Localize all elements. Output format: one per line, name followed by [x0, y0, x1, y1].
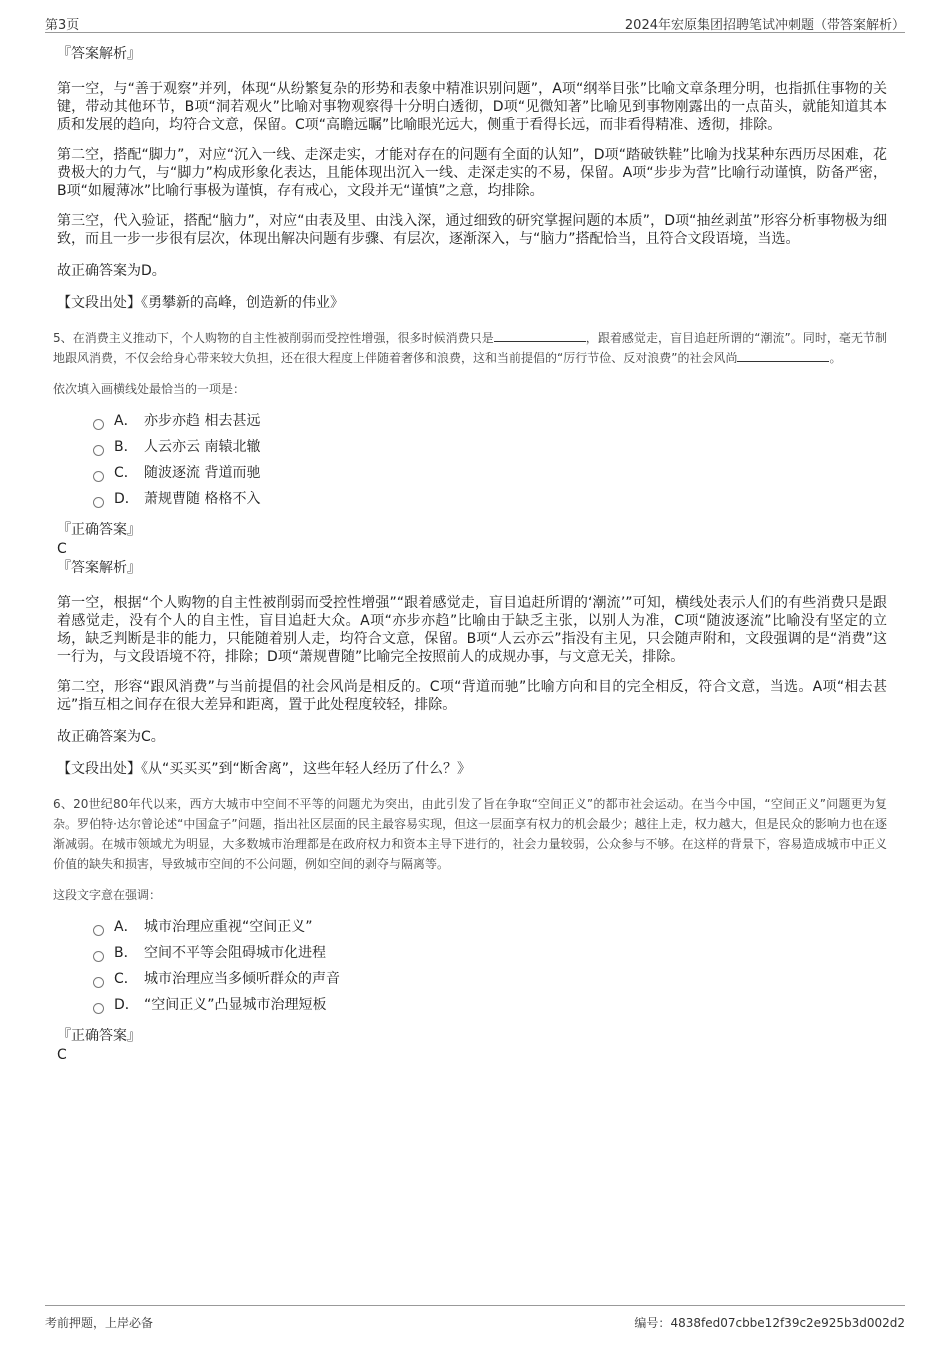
- option-text: 人云亦云 南辕北辙: [144, 439, 261, 455]
- radio-icon[interactable]: [93, 471, 104, 482]
- document-code: [634, 1314, 905, 1331]
- option-letter: D．: [114, 491, 139, 507]
- question-text: [53, 328, 887, 368]
- source-citation: 【文段出处】《勇攀新的高峰，创造新的伟业》: [57, 295, 344, 311]
- radio-icon[interactable]: [93, 977, 104, 988]
- correct-answer-label: 『正确答案』: [57, 1028, 141, 1044]
- question-text-part: 5、在消费主义推动下，个人购物的自主性被削弱而受控性增强，很多时候消费只是: [53, 331, 494, 345]
- option-text: 空间不平等会阻碍城市化进程: [144, 945, 326, 961]
- option-letter: C．: [114, 465, 138, 481]
- option-a[interactable]: [93, 914, 887, 940]
- option-text: 亦步亦趋 相去甚远: [144, 413, 261, 429]
- analysis-paragraph: 第一空，根据“个人购物的自主性被削弱而受控性增强”“跟着感觉走，盲目追赶所谓的‘潮流’”可知，横线处表示人们的有些消费只是跟着感觉走，没有个人的自主性，盲目追赶大众。A项“亦步亦趋”比喻由于缺乏主张，以别人为准，C项“随波逐流”比喻没有坚定的立场，缺乏判断是非的能力，只能随着别人走，均符合文意，保留。B项“人云亦云”指没有主见，只会随声附和，文段强调的是“消费”这一行为，与文段语境不符，排除；D项“萧规曹随”比喻完全按照前人的成规办事，与文意无关，排除。: [57, 595, 887, 665]
- question-5: [53, 328, 887, 398]
- question-text-part: ，跟着感觉走，盲目追赶所谓的“潮流”。同时，毫无节制地跟风消费，不仅会给身心带来较大负担，还在很大程度上伴随着奢侈和浪费，这和当前提倡的“厉行节俭、反对浪费”的社会风尚: [53, 331, 888, 365]
- analysis-paragraph: 第三空，代入验证，搭配“脑力”，对应“由表及里、由浅入深，通过细致的研究掌握问题的本质”，D项“抽丝剥茧”形容分析事物极为细致，而且一步一步很有层次，体现出解决问题有步骤、有层次，逐渐深入，与“脑力”搭配恰当，且符合文段语境，当选。: [57, 213, 887, 247]
- analysis-paragraph: 第二空，形容“跟风消费”与当前提倡的社会风尚是相反的。C项“背道而驰”比喻方向和目的完全相反，符合文意，当选。A项“相去甚远”指互相之间存在很大差异和距离，置于此处程度较轻，排除。: [57, 679, 887, 713]
- fill-blank: [494, 329, 586, 342]
- analysis-paragraph: 第一空，与“善于观察”并列，体现“从纷繁复杂的形势和表象中精准识别问题”，A项“纲举目张”比喻文章条理分明，也指抓住事物的关键，带动其他环节，B项“洞若观火”比喻对事物观察得十分明白透彻，D项“见微知著”比喻见到事物刚露出的一点苗头，就能知道其本质和发展的趋向，均符合文意，保留。C项“高瞻远瞩”比喻眼光远大，侧重于看得长远，而非看得精准、透彻，排除。: [57, 81, 887, 133]
- option-c[interactable]: [93, 460, 887, 486]
- options-list: [93, 914, 887, 1018]
- option-d[interactable]: [93, 992, 887, 1018]
- options-list: [93, 408, 887, 512]
- option-letter: A．: [114, 919, 138, 935]
- radio-icon[interactable]: [93, 1003, 104, 1014]
- fill-blank: [737, 349, 829, 362]
- radio-icon[interactable]: [93, 951, 104, 962]
- radio-icon[interactable]: [93, 419, 104, 430]
- option-text: 城市治理应重视“空间正义”: [144, 919, 313, 935]
- radio-icon[interactable]: [93, 925, 104, 936]
- page-number: 第3页: [45, 18, 80, 33]
- page-header: [45, 12, 905, 33]
- correct-answer-label: 『正确答案』: [57, 522, 141, 538]
- source-citation: 【文段出处】《从“买买买”到“断舍离”，这些年轻人经历了什么？》: [57, 761, 472, 777]
- option-letter: A．: [114, 413, 138, 429]
- question-text: 6、20世纪80年代以来，西方大城市中空间不平等的问题尤为突出，由此引发了旨在争取“空间正义”的都市社会运动。在当今中国，“空间正义”问题更为复杂。罗伯特·达尔曾论述“中国盒子”问题，指出社区层面的民主最容易实现，但这一层面享有权力的机会最少；越往上走，权力越大，但是民众的影响力也在逐渐减弱。在城市领域尤为明显，大多数城市治理都是在政府权力和资本主导下进行的，社会力量较弱，公众参与不够。在这样的背景下，容易造成城市中正义价值的缺失和损害，导致城市空间的不公问题，例如空间的剥夺与隔离等。: [53, 797, 887, 871]
- option-c[interactable]: [93, 966, 887, 992]
- conclusion: 故正确答案为D。: [57, 263, 166, 279]
- option-a[interactable]: [93, 408, 887, 434]
- option-letter: D．: [114, 997, 139, 1013]
- option-letter: B．: [114, 945, 138, 961]
- option-letter: B．: [114, 439, 138, 455]
- footer-slogan: 考前押题，上岸必备: [45, 1316, 154, 1330]
- question-prompt: 依次填入画横线处最恰当的一项是：: [53, 382, 246, 396]
- option-text: 城市治理应当多倾听群众的声音: [144, 971, 340, 987]
- conclusion: 故正确答案为C。: [57, 729, 165, 745]
- option-text: 随波逐流 背道而驰: [144, 465, 261, 481]
- analysis-label: 『答案解析』: [57, 560, 141, 576]
- option-text: 萧规曹随 格格不入: [144, 491, 261, 507]
- page-content: [53, 44, 888, 1064]
- radio-icon[interactable]: [93, 445, 104, 456]
- correct-answer-value: C: [57, 1047, 67, 1063]
- analysis-paragraph: 第二空，搭配“脚力”，对应“沉入一线、走深走实，才能对存在的问题有全面的认知”，D项“踏破铁鞋”比喻为找某种东西历尽困难，花费极大的力气，与“脚力”构成形象化表达，且能体现出沉入一线、走深走实的不易，保留。A项“步步为营”比喻行动谨慎，防备严密，B项“如履薄冰”比喻行事极为谨慎，存有戒心，文段并无“谨慎”之意，均排除。: [57, 147, 887, 199]
- question-6: [53, 794, 887, 904]
- radio-icon[interactable]: [93, 497, 104, 508]
- analysis-label: 『答案解析』: [57, 46, 141, 62]
- question-text-part: 。: [829, 351, 842, 365]
- code-value: 4838fed07cbbe12f39c2e925b3d002d2: [670, 1316, 905, 1330]
- option-d[interactable]: [93, 486, 887, 512]
- correct-answer-value: C: [57, 541, 67, 557]
- question-prompt: 这段文字意在强调：: [53, 888, 162, 902]
- option-text: “空间正义”凸显城市治理短板: [144, 997, 327, 1013]
- option-b[interactable]: [93, 940, 887, 966]
- option-b[interactable]: [93, 434, 887, 460]
- question-4-analysis: [57, 44, 887, 312]
- page-footer: [45, 1305, 905, 1330]
- option-letter: C．: [114, 971, 138, 987]
- code-label: 编号：: [634, 1316, 671, 1330]
- document-title: 2024年宏原集团招聘笔试冲刺题（带答案解析）: [624, 18, 905, 33]
